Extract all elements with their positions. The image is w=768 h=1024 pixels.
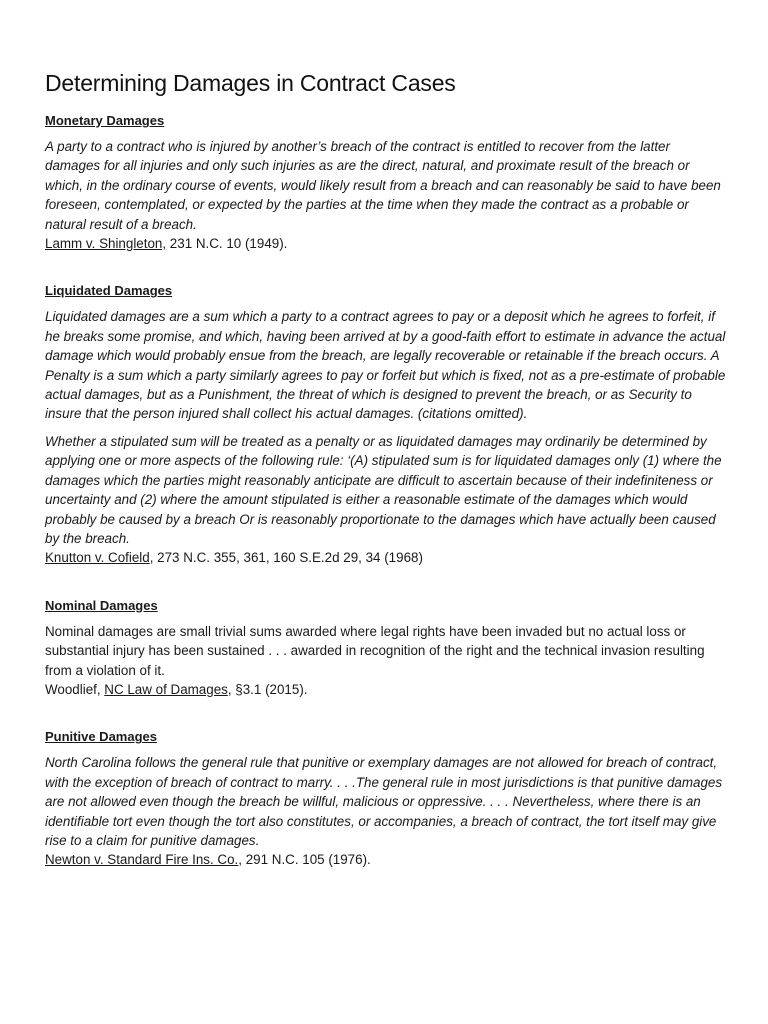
- citation-author: Woodlief,: [45, 681, 105, 697]
- treatise-name: NC Law of Damages: [104, 681, 228, 697]
- section-heading: Punitive Damages: [45, 729, 157, 745]
- treatise-citation: [45, 680, 728, 699]
- case-citation: [45, 234, 728, 253]
- quote-paragraph: Whether a stipulated sum will be treated as a penalty or as liquidated damages may ordinarily be determined by applying one or more aspects of the following rule: ‘(A) stipulated sum is for liquidated damages only (1) where the damages which the parties might reasonably anticipate are difficult to ascertain because of their indefiniteness or uncertainty and (2) where the amount stipulated is either a reasonable estimate of the damages which would probably be caused by a breach Or is reasonably proportionate to the damages which have actually been caused by the breach.: [45, 433, 722, 546]
- citation-reporter: , 291 N.C. 105 (1976).: [238, 852, 371, 868]
- case-citation: [45, 548, 728, 567]
- section-liquidated-damages: [45, 283, 728, 567]
- section-punitive-damages: [45, 729, 728, 869]
- quote-paragraph: Nominal damages are small trivial sums awarded where legal rights have been invaded but no actual loss or substantial injury has been sustained . . . awarded in recognition of the right and the technical invasion resulting from a violation of it.: [45, 623, 705, 678]
- citation-reporter: , 273 N.C. 355, 361, 160 S.E.2d 29, 34 (1968): [149, 550, 423, 566]
- section-heading: Monetary Damages: [45, 113, 165, 128]
- case-name: Knutton v. Cofield: [45, 550, 150, 566]
- case-name: Lamm v. Shingleton,: [45, 236, 167, 252]
- document-title: Determining Damages in Contract Cases: [45, 70, 456, 96]
- section-monetary-damages: [45, 113, 728, 253]
- section-nominal-damages: [45, 598, 728, 700]
- quote-paragraph: A party to a contract who is injured by another’s breach of the contract is entitled to recover from the latter damages for all injuries and only such injuries as are the direct, natural, and proximate result of the breach or which, in the ordinary course of events, would likely result from a breach and can reasonably be said to have been foreseen, contemplated, or expected by the parties at the time when they made the contract as a probable or natural result of a breach.: [45, 139, 721, 232]
- citation-reporter: 231 N.C. 10 (1949).: [166, 236, 288, 252]
- case-name: Newton v. Standard Fire Ins. Co.: [45, 852, 239, 868]
- quote-paragraph: Liquidated damages are a sum which a party to a contract agrees to pay or a deposit which he agrees to forfeit, if he breaks some promise, and which, having been arrived at by a good-faith effort to estimate in advance the actual damage which would probably ensue from the breach, are legally recoverable or retainable if the breach occurs. A Penalty is a sum which a party similarly agrees to pay or forfeit but which is fixed, not as a pre-estimate of probable actual damages, but as a Punishment, the threat of which is designed to prevent the breach, or as Security to insure that the person injured shall collect his actual damages. (citations omitted).: [45, 309, 726, 422]
- section-heading: Nominal Damages: [45, 597, 158, 613]
- quote-paragraph: North Carolina follows the general rule that punitive or exemplary damages are not allowed for breach of contract, with the exception of breach of contract to marry. . . .The general rule in most jurisdictions is that punitive damages are not allowed even though the breach be willful, malicious or oppressive. . . . Nevertheless, where there is an identifiable tort even though the tort also constitutes, or accompanies, a breach of contract, the tort itself may give rise to a claim for punitive damages.: [45, 755, 723, 848]
- section-heading: Liquidated Damages: [45, 283, 173, 299]
- case-citation: [45, 850, 728, 869]
- citation-section: , §3.1 (2015).: [227, 681, 308, 697]
